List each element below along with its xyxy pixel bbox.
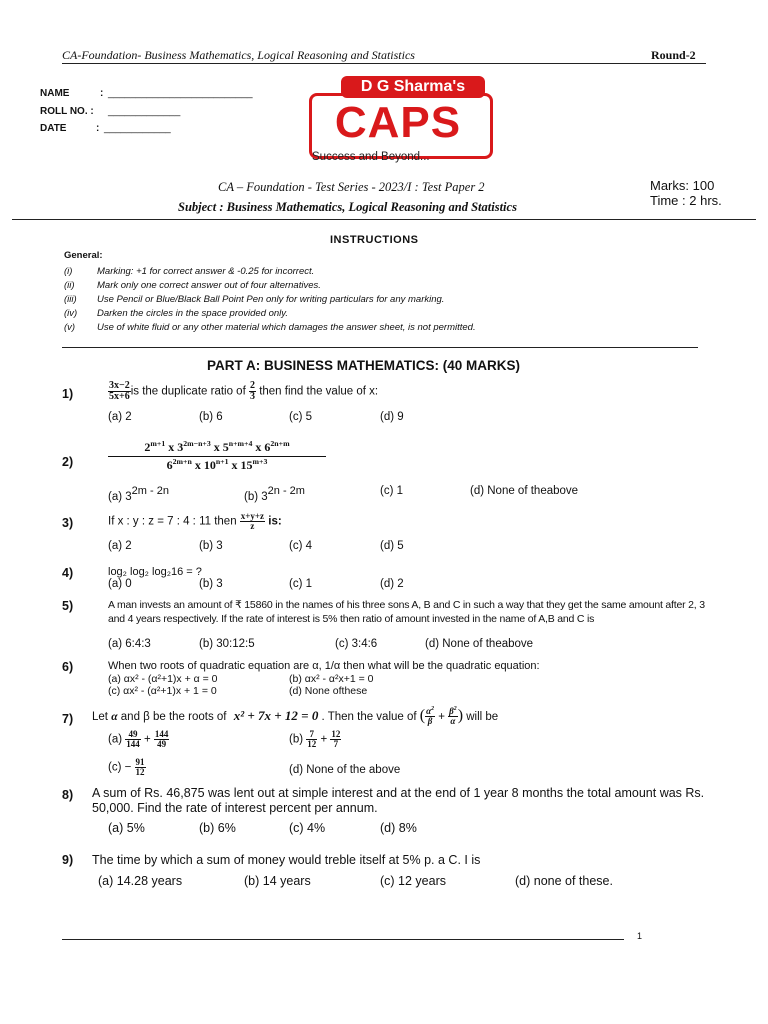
info-rule bbox=[12, 219, 756, 220]
option[interactable]: (d) 9 bbox=[380, 411, 404, 423]
logo-wordmark: CAPS bbox=[334, 98, 462, 147]
option[interactable]: (a) 2 bbox=[108, 540, 132, 552]
instruction-num: (v) bbox=[64, 322, 76, 333]
instruction-text: Marking: +1 for correct answer & -0.25 for incorrect. bbox=[97, 266, 315, 277]
header-rule bbox=[62, 63, 706, 64]
option[interactable]: (d) None of the above bbox=[289, 764, 401, 776]
instruction-text: Use of white fluid or any other material which damages the answer sheet, is not permitted. bbox=[97, 322, 476, 333]
q1-mid: is the duplicate ratio of bbox=[130, 385, 246, 398]
option[interactable]: (a) 0 bbox=[108, 578, 132, 590]
question-6-text: When two roots of quadratic equation are α, 1/α then what will be the quadratic equation: bbox=[108, 660, 540, 672]
question-7-text: Let α and β be the roots of x² + 7x + 12 = 0 . Then the value of ( $\frac{\alpha^2}{\beta}$ + $\frac{\beta^2}{\alpha}$ ) will be bbox=[92, 706, 499, 727]
option[interactable]: (b) 6 bbox=[199, 411, 223, 423]
option[interactable]: (b) 3 bbox=[199, 540, 223, 552]
option[interactable]: (a) $3^{2m - 2n}$ bbox=[108, 485, 169, 503]
q1-frac-num: 3x−2 bbox=[109, 380, 130, 391]
question-number: 4) bbox=[62, 566, 74, 580]
general-label: General: bbox=[64, 250, 103, 261]
question-number: 3) bbox=[62, 516, 74, 530]
instruction-text: Darken the circles in the space provided only. bbox=[97, 308, 288, 319]
question-number: 6) bbox=[62, 660, 74, 674]
question-8-text: A sum of Rs. 46,875 was lent out at simple interest and at the end of 1 year 8 months the total amount was Rs. 50,000. Find the rate of interest percent per annum. bbox=[92, 786, 705, 815]
q7-text-c: . Then the value of bbox=[321, 711, 417, 723]
q1-ratio-num: 2 bbox=[249, 380, 255, 391]
q3-frac-num: x+y+z bbox=[240, 511, 265, 521]
option[interactable]: (a) 5% bbox=[108, 821, 145, 835]
option[interactable]: (c) 3:4:6 bbox=[335, 638, 378, 650]
course-title: CA-Foundation- Business Mathematics, Logical Reasoning and Statistics bbox=[62, 48, 415, 62]
option[interactable]: (d) 5 bbox=[380, 540, 404, 552]
logo-banner: D G Sharma's bbox=[341, 76, 485, 98]
question-number: 8) bbox=[62, 788, 74, 802]
q2-numerator: $2^{m+1}$ x $3^{2m-n+3}$ x $5^{n+m+4}$ x $6^{2n+m}$ bbox=[108, 439, 326, 457]
q3-tail: is: bbox=[268, 515, 282, 528]
option[interactable]: (d) None of theabove bbox=[470, 485, 579, 497]
option[interactable]: (c) 1 bbox=[289, 578, 312, 590]
roll-no-label: ROLL NO. : bbox=[40, 106, 94, 117]
question-1-text bbox=[108, 381, 378, 402]
option[interactable]: (a) 14.28 years bbox=[98, 874, 183, 888]
instructions-heading: INSTRUCTIONS bbox=[330, 234, 419, 246]
question-number: 7) bbox=[62, 712, 74, 726]
question-number: 9) bbox=[62, 853, 74, 867]
option[interactable]: (d) None of theabove bbox=[425, 638, 534, 650]
option[interactable]: (c) 4% bbox=[289, 821, 326, 835]
name-label: NAME bbox=[40, 88, 70, 99]
question-number: 5) bbox=[62, 599, 74, 613]
instruction-num: (iv) bbox=[64, 308, 78, 319]
part-a-heading: PART A: BUSINESS MATHEMATICS: (40 MARKS) bbox=[207, 358, 520, 373]
test-series-title: CA – Foundation - Test Series - 2023/I : Test Paper 2 bbox=[218, 180, 485, 194]
q1-tail: then find the value of x: bbox=[259, 385, 379, 398]
option[interactable]: (d) 8% bbox=[380, 821, 417, 835]
option[interactable]: (c) 4 bbox=[289, 540, 312, 552]
q7-alpha: α bbox=[111, 711, 118, 723]
q1-frac-den: 5x+6 bbox=[109, 391, 130, 402]
roll-no-field[interactable]: _____________ bbox=[108, 106, 181, 117]
question-3-text bbox=[108, 512, 282, 531]
option[interactable]: (a) 6:4:3 bbox=[108, 638, 151, 650]
q3-text: If x : y : z = 7 : 4 : 11 then bbox=[108, 515, 237, 528]
option[interactable]: (d) None ofthese bbox=[289, 685, 368, 697]
option[interactable]: (c) αx² - (α²+1)x + 1 = 0 bbox=[108, 685, 217, 697]
q1-ratio-den: 3 bbox=[249, 391, 255, 402]
option[interactable]: (b) 6% bbox=[199, 821, 236, 835]
option[interactable]: (c) 12 years bbox=[380, 874, 446, 888]
name-sep: : bbox=[100, 88, 104, 99]
q7-text-b: and β be the roots of bbox=[120, 711, 227, 723]
page-number: 1 bbox=[637, 931, 643, 941]
q7-text-a: Let bbox=[92, 711, 108, 723]
subject-line: Subject : Business Mathematics, Logical Reasoning and Statistics bbox=[178, 200, 517, 214]
question-2-expression bbox=[108, 439, 326, 473]
option[interactable]: (b) 3 bbox=[199, 578, 223, 590]
q2-denominator: $6^{2m+n}$ x $10^{n+1}$ x $15^{m+3}$ bbox=[166, 457, 268, 472]
q7-text-d: will be bbox=[466, 711, 499, 723]
instruction-text: Use Pencil or Blue/Black Ball Point Pen only for writing particulars for any marking. bbox=[97, 294, 445, 305]
logo-tagline: Success and Beyond... bbox=[312, 151, 430, 163]
time: Time : 2 hrs. bbox=[650, 193, 722, 208]
date-sep: : bbox=[96, 123, 100, 134]
option[interactable]: (b) αx² - α²x+1 = 0 bbox=[289, 673, 374, 685]
date-field[interactable]: ____________ bbox=[104, 123, 171, 134]
instruction-text: Mark only one correct answer out of four alternatives. bbox=[97, 280, 321, 291]
option[interactable]: (b) $3^{2n - 2m}$ bbox=[244, 485, 305, 503]
option[interactable]: (d) none of these. bbox=[515, 874, 613, 888]
option[interactable]: (a) αx² - (α²+1)x + α = 0 bbox=[108, 673, 218, 685]
question-number: 1) bbox=[62, 387, 74, 401]
round-label: Round-2 bbox=[651, 48, 696, 62]
marks: Marks: 100 bbox=[650, 178, 715, 193]
instruction-num: (i) bbox=[64, 266, 73, 277]
instruction-num: (ii) bbox=[64, 280, 75, 291]
option[interactable]: (a) $\frac{49}{144}$ + $\frac{144}{49}$ bbox=[108, 729, 169, 749]
option[interactable]: (c) 5 bbox=[289, 411, 312, 423]
option[interactable]: (b) 14 years bbox=[244, 874, 311, 888]
option[interactable]: (b) $\frac{7}{12}$ + $\frac{12}{7}$ bbox=[289, 729, 341, 749]
q3-frac-den: z bbox=[250, 521, 255, 531]
name-field[interactable]: __________________________ bbox=[108, 88, 253, 99]
option[interactable]: (c) − $\frac{91}{12}$ bbox=[108, 757, 145, 777]
question-4-text: log₂ log₂ log₂16 = ? bbox=[108, 566, 202, 578]
question-number: 2) bbox=[62, 455, 74, 469]
question-5-text: A man invests an amount of ₹ 15860 in the names of his three sons A, B and C in such a way that they get the same amount after 2, 3 and 4 years respectively. If the rate of interest is 5% then ratio of amount invested in the name of A,B and C is bbox=[108, 599, 705, 625]
option[interactable]: (a) 2 bbox=[108, 411, 132, 423]
q7-equation: x² + 7x + 12 = 0 bbox=[233, 708, 319, 723]
instructions-rule bbox=[62, 347, 698, 348]
question-9-text: The time by which a sum of money would treble itself at 5% p. a C. I is bbox=[92, 853, 481, 867]
option[interactable]: (c) 1 bbox=[380, 485, 403, 497]
option[interactable]: (d) 2 bbox=[380, 578, 404, 590]
instruction-num: (iii) bbox=[64, 294, 77, 305]
footer-rule bbox=[62, 939, 624, 940]
date-label: DATE bbox=[40, 123, 67, 134]
option[interactable]: (b) 30:12:5 bbox=[199, 638, 255, 650]
